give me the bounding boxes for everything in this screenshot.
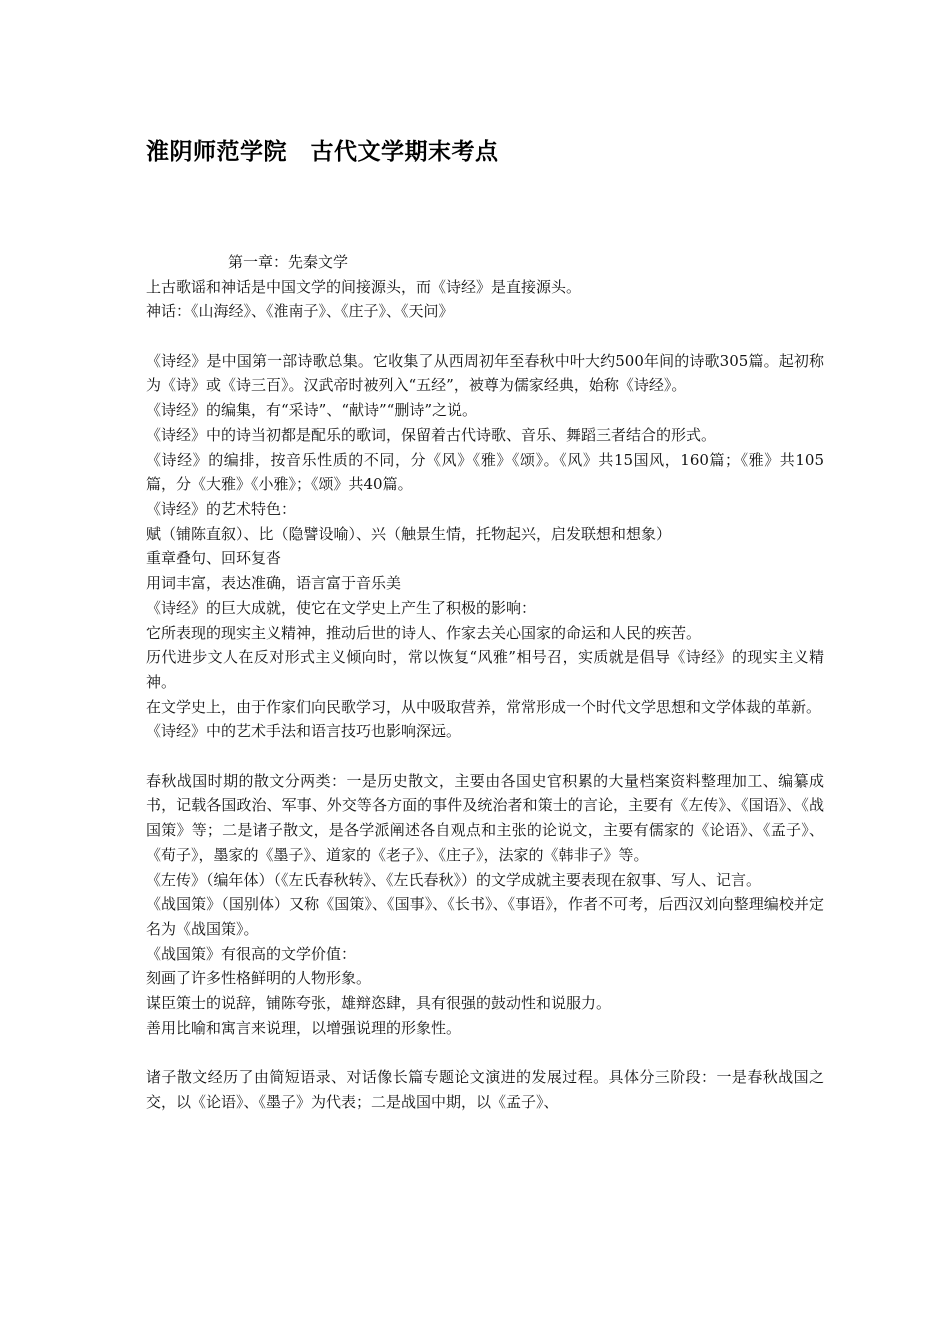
paragraph: 上古歌谣和神话是中国文学的间接源头，而《诗经》是直接源头。 <box>146 277 582 296</box>
paragraph: 刻画了许多性格鲜明的人物形象。 <box>146 969 372 988</box>
document-body <box>146 250 824 1115</box>
paragraph: 赋（铺陈直叙）、比（隐譬设喻）、兴（触景生情，托物起兴，启发联想和想象） <box>146 524 672 543</box>
paragraph: 《战国策》有很高的文学价值： <box>146 944 357 963</box>
paragraph: 《诗经》的艺术特色： <box>146 500 297 518</box>
paragraph: 神话：《山海经》、《淮南子》、《庄子》、《天问》 <box>146 302 454 321</box>
paragraph: 诸子散文经历了由简短语录、对话像长篇专题论文演进的发展过程。具体分三阶段：一是春秋战国之交，以《论语》、《墨子》为代表；二是战国中期，以《孟子》、 <box>146 1068 824 1111</box>
paragraph: 历代进步文人在反对形式主义倾向时，常以恢复“风雅”相号召，实质就是倡导《诗经》的现实主义精神。 <box>146 648 824 691</box>
paragraph: 在文学史上，由于作家们向民歌学习，从中吸取营养，常常形成一个时代文学思想和文学体裁的革新。 <box>146 697 822 716</box>
paragraph: 《战国策》（国别体）又称《国策》、《国事》、《长书》、《事语》，作者不可考，后西汉刘向整理编校并定名为《战国策》。 <box>146 895 824 938</box>
paragraph: 《诗经》的编集，有“采诗”、“献诗”“删诗”之说。 <box>146 401 478 420</box>
paragraph: 《诗经》中的诗当初都是配乐的歌词，保留着古代诗歌、音乐、舞蹈三者结合的形式。 <box>146 425 717 444</box>
paragraph: 善用比喻和寓言来说理，以增强说理的形象性。 <box>146 1018 462 1037</box>
paragraph: 《诗经》是中国第一部诗歌总集。它收集了从西周初年至春秋中叶大约500年间的诗歌305篇。起初称为《诗》或《诗三百》。汉武帝时被列入“五经”，被尊为儒家经典，始称《诗经》。 <box>146 351 824 395</box>
chapter-heading: 第一章：先秦文学 <box>228 253 349 271</box>
blank-line <box>146 744 824 769</box>
document-title: 淮阴师范学院 古代文学期末考点 <box>146 139 499 165</box>
paragraph: 谋臣策士的说辞，铺陈夸张，雄辩恣肆，具有很强的鼓动性和说服力。 <box>146 994 612 1013</box>
paragraph: 《诗经》的巨大成就，使它在文学史上产生了积极的影响： <box>146 598 537 617</box>
paragraph: 《左传》（编年体）（《左氏春秋转》、《左氏春秋》）的文学成就主要表现在叙事、写人、记言。 <box>146 870 762 889</box>
paragraph: 《诗经》中的艺术手法和语言技巧也影响深远。 <box>146 722 462 741</box>
paragraph: 它所表现的现实主义精神，推动后世的诗人、作家去关心国家的命运和人民的疾苦。 <box>146 623 702 642</box>
paragraph: 《诗经》的编排，按音乐性质的不同，分《风》《雅》《颂》。《风》共15国风，160篇；《雅》共105篇，分《大雅》《小雅》；《颂》共40篇。 <box>146 450 824 494</box>
paragraph: 用词丰富，表达准确，语言富于音乐美 <box>146 574 402 593</box>
blank-line <box>146 324 824 349</box>
blank-line <box>146 1040 824 1065</box>
paragraph: 春秋战国时期的散文分两类：一是历史散文，主要由各国史官积累的大量档案资料整理加工、编纂成书，记载各国政治、军事、外交等各方面的事件及统治者和策士的言论，主要有《左传》、《国语》、《战国策》等；二是诸子散文，是各学派阐述各自观点和主张的论说文，主要有儒家的《论语》、《孟子》、《荀子》，墨家的《墨子》、道家的《老子》、《庄子》，法家的《韩非子》等。 <box>146 771 824 864</box>
paragraph: 重章叠句、回环复沓 <box>146 549 282 568</box>
